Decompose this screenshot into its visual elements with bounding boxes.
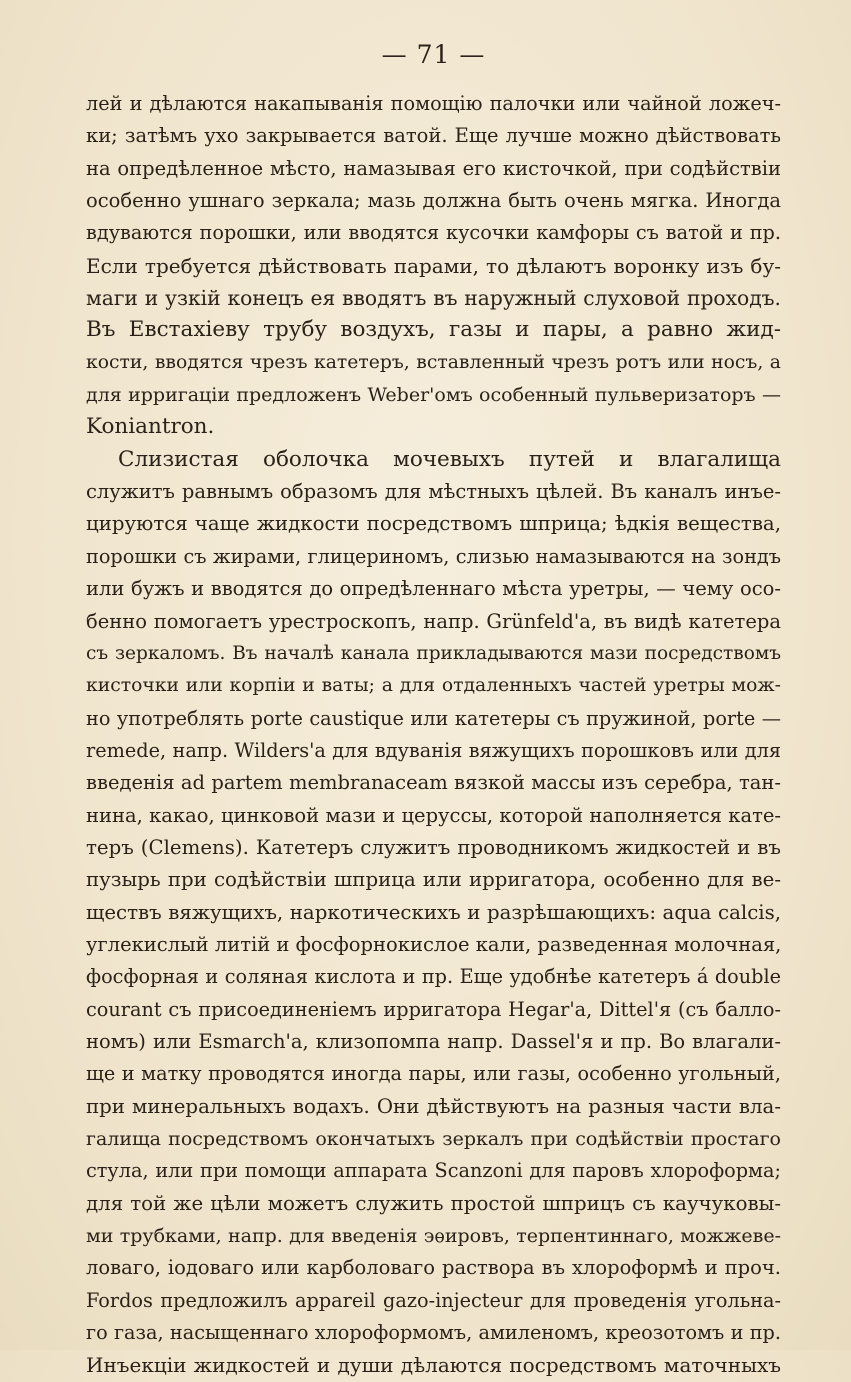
text-line: съ зеркаломъ. Въ началѣ канала прикладываются мази посредствомъ (86, 642, 781, 664)
text-line: лей и дѣлаются накапыванія помощію палочки или чайной ложеч- (86, 92, 781, 115)
text-line: особенно ушнаго зеркала; мазь должна быть очень мягка. Иногда (86, 189, 781, 213)
text-line: стула, или при помощи аппарата Scanzoni для паровъ хлороформа; (86, 1159, 781, 1183)
text-line: Слизистая оболочка мочевыхъ путей и влагалища (118, 446, 781, 472)
text-line: номъ) или Esmarch'а, клизопомпа напр. Dassel'я и пр. Во влагали- (86, 1029, 781, 1053)
text-line: courant съ присоединеніемъ ирригатора Hegar'а, Dittel'я (съ балло- (86, 997, 781, 1021)
text-line: кости, вводятся чрезъ катетеръ, вставленный чрезъ ротъ или носъ, а (86, 351, 781, 373)
text-line: на опредѣленное мѣсто, намазывая его кисточкой, при содѣйствіи (86, 156, 781, 180)
text-line: маги и узкій конецъ ея вводятъ въ наружный слуховой проходъ. (86, 286, 781, 311)
text-line: ще и матку проводятся иногда пары, или газы, особенно угольный, (86, 1062, 781, 1086)
paragraph-urinary (86, 444, 781, 1382)
text-line: порошки съ жирами, глицериномъ, слизью намазываются на зондъ (86, 544, 781, 568)
text-line: remede, напр. Wilders'а для вдуванія вяжущихъ порошковъ или для (86, 738, 781, 762)
text-line: цируются чаще жидкости посредствомъ шприца; ѣдкія вещества, (86, 512, 781, 536)
page-text (86, 88, 781, 1382)
text-line: пузырь при содѣйствіи шприца или ирригатора, особенно для ве- (86, 868, 781, 892)
page-number: — 71 — (381, 40, 486, 69)
text-line: для той же цѣли можетъ служить простой шприцъ съ каучуковы- (86, 1191, 781, 1215)
text-line: го газа, насыщеннаго хлороформомъ, амиленомъ, креозотомъ и пр. (86, 1321, 781, 1345)
text-line: углекислый литій и фосфорнокислое кали, разведенная молочная, (86, 932, 781, 956)
text-line: введенія ad partem membranaceam вязкой массы изъ серебра, тан- (86, 771, 781, 795)
text-line: кисточки или корпіи и ваты; а для отдаленныхъ частей уретры мож- (86, 675, 781, 697)
text-line: вдуваются порошки, или вводятся кусочки камфоры съ ватой и пр. (86, 221, 781, 245)
text-line: галища посредствомъ окончатыхъ зеркалъ при содѣйствіи простаго (86, 1128, 781, 1150)
text-line: для ирригаціи предложенъ Weber'омъ особенный пульверизаторъ — (86, 384, 781, 407)
text-line: нина, какао, цинковой мази и церуссы, которой наполняется кате- (86, 803, 781, 827)
text-line: Инъекціи жидкостей и души дѣлаются посредствомъ маточныхъ (86, 1353, 781, 1378)
text-line: Koniantron. (86, 414, 215, 440)
text-line: фосфорная и соляная кислота и пр. Еще удобнѣе катетеръ á double (86, 965, 781, 989)
text-line: ми трубками, напр. для введенія эѳировъ, терпентиннаго, можжеве- (86, 1225, 781, 1248)
text-line: но употреблять porte caustique или катетеры съ пружиной, porte — (86, 706, 781, 730)
text-line: теръ (Clemens). Катетеръ служитъ проводникомъ жидкостей и въ (86, 835, 781, 859)
text-line: Fordos предложилъ appareil gazo-injecteur для проведенія угольна- (86, 1288, 781, 1312)
text-line: служитъ равнымъ образомъ для мѣстныхъ цѣлей. Въ каналъ инъе- (86, 480, 781, 504)
text-line: или бужъ и вводятся до опредѣленнаго мѣста уретры, — чему осо- (86, 577, 781, 601)
text-line: бенно помогаетъ урестроскопъ, напр. Grünfeld'а, въ видѣ катетера (86, 609, 781, 633)
text-line: Въ Евстахіеву трубу воздухъ, газы и пары, а равно жид- (86, 317, 781, 343)
text-line: при минеральныхъ водахъ. Они дѣйствуютъ на разныя части вла- (86, 1094, 781, 1118)
paragraph-ear (86, 88, 781, 444)
text-line: ществъ вяжущихъ, наркотическихъ и разрѣшающихъ: aqua calcis, (86, 900, 781, 924)
text-line: Если требуется дѣйствовать парами, то дѣлаютъ воронку изъ бу- (86, 253, 781, 278)
text-line: ки; затѣмъ ухо закрывается ватой. Еще лучше можно дѣйствовать (86, 124, 781, 148)
text-line: ловаго, іодоваго или карболоваго раствора въ хлороформѣ и проч. (86, 1256, 781, 1280)
